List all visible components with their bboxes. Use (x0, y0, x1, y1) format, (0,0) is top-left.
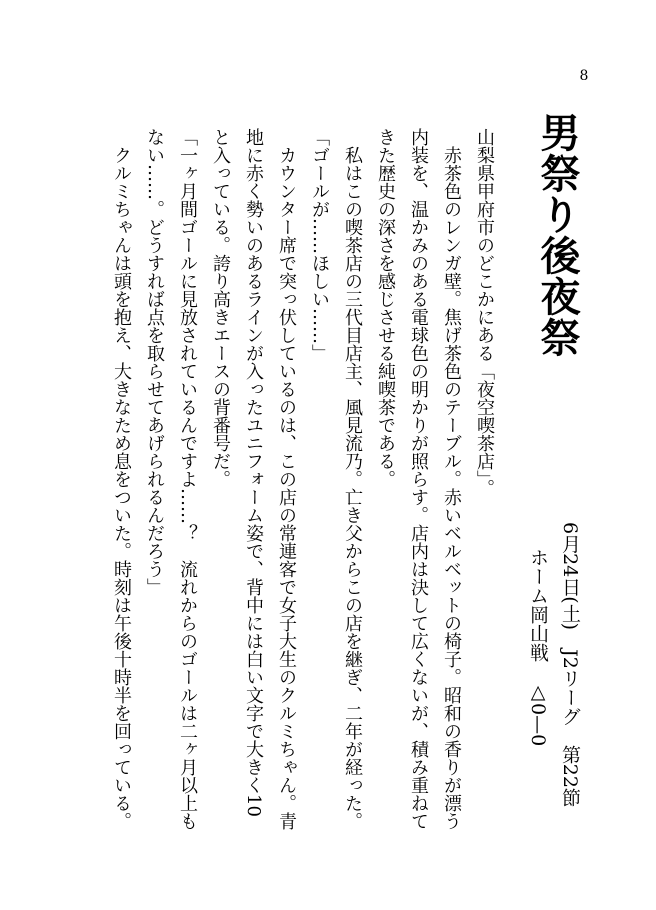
body-line: 山梨県甲府市のどこかにある「夜空喫茶店」。 (474, 128, 495, 497)
body-line: 赤茶色のレンガ壁。焦げ茶色のテーブル。赤いベルベットの椅子。昭和の香りが漂う (441, 128, 462, 830)
body-line: ない……。どうすれば点を取らせてあげられるんだろう」 (144, 128, 165, 596)
body-line: きた歴史の深さを感じさせる純喫茶である。 (375, 128, 396, 488)
body-line: 内装を、温かみのある電球色の明かりが照らす。店内は決して広くないが、積み重ねて (408, 128, 429, 830)
body-line: と入っている。誇り高きエースの背番号だ。 (210, 128, 231, 488)
match-result-line: ホーム岡山戦 △0—0 (527, 548, 549, 747)
body-line: 地に赤く勢いのあるラインが入ったユニフォーム姿で、背中には白い文字で大きく10 (243, 128, 264, 817)
body-line: 「一ヶ月間ゴールに見放されているんですよ……？ 流れからのゴールは二ヶ月以上も (177, 128, 198, 830)
match-info (520, 522, 586, 842)
chapter-title: 男祭り後夜祭 (534, 112, 581, 358)
match-date-line: 6月24日(土) J2リーグ 第22節 (559, 522, 581, 807)
body-line: カウンター席で突っ伏しているのは、この店の常連客で女子大生のクルミちゃん。青 (276, 128, 297, 830)
body-line: 私はこの喫茶店の三代目店主、風見流乃。亡き父からこの店を継ぎ、二年が経った。 (342, 128, 363, 830)
page-number: 8 (579, 68, 589, 84)
body-line: クルミちゃんは頭を抱え、大きなため息をついた。時刻は午後十時半を回っている。 (111, 128, 132, 830)
body-text (101, 128, 501, 848)
body-line: 「ゴールが……ほしい……」 (309, 128, 330, 362)
